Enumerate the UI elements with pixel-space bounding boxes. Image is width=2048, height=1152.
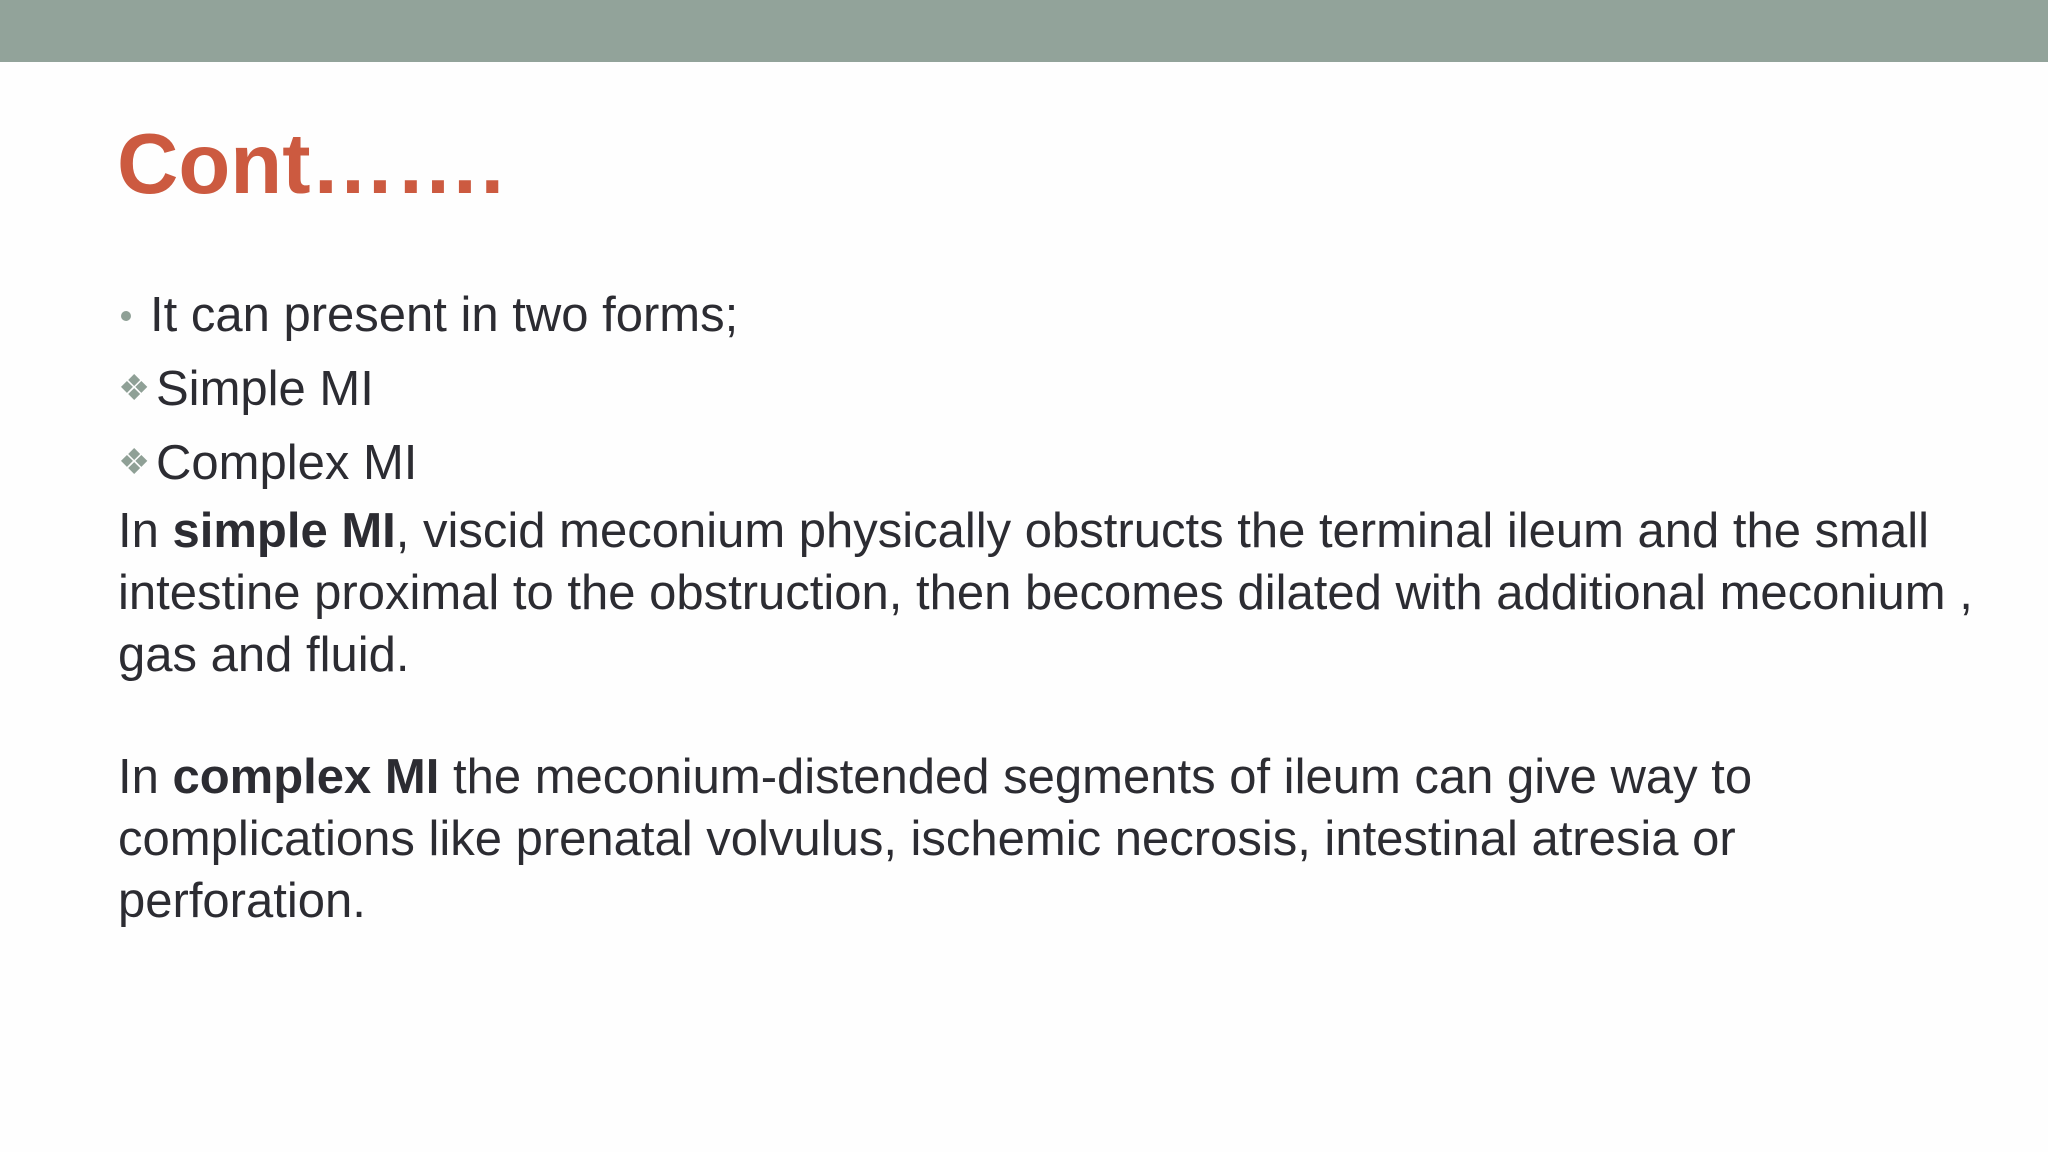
header-bar: [0, 0, 2048, 62]
intro-bullet-text: It can present in two forms;: [150, 288, 739, 342]
simple-mi-body: , viscid meconium physically obstructs the terminal ileum and the small intestine proximal to the obstruction, then becomes dilated with additional meconium , gas and fluid.: [118, 504, 1973, 682]
complex-mi-paragraph: [118, 746, 1978, 932]
complex-mi-term: complex MI: [172, 750, 440, 804]
simple-mi-lead: In: [118, 504, 173, 558]
intro-bullet: [118, 278, 1978, 352]
complex-mi-lead: In: [118, 750, 173, 804]
simple-mi-paragraph: [118, 500, 1978, 686]
complex-mi-body: the meconium-distended segments of ileum can give way to complications like prenatal volvulus, ischemic necrosis, intestinal atresia or perforation.: [118, 750, 1753, 928]
slide-content: [118, 278, 1978, 932]
form-label-complex: Complex MI: [156, 436, 418, 490]
slide-title: Cont…….: [117, 117, 505, 212]
form-item-complex: [118, 426, 1978, 500]
form-label-simple: Simple MI: [156, 362, 374, 416]
bullet-dot-icon: [121, 311, 131, 321]
diamond-bullet-icon: ❖: [118, 441, 151, 482]
simple-mi-term: simple MI: [172, 504, 396, 558]
diamond-bullet-icon: ❖: [118, 367, 151, 408]
form-item-simple: [118, 352, 1978, 426]
